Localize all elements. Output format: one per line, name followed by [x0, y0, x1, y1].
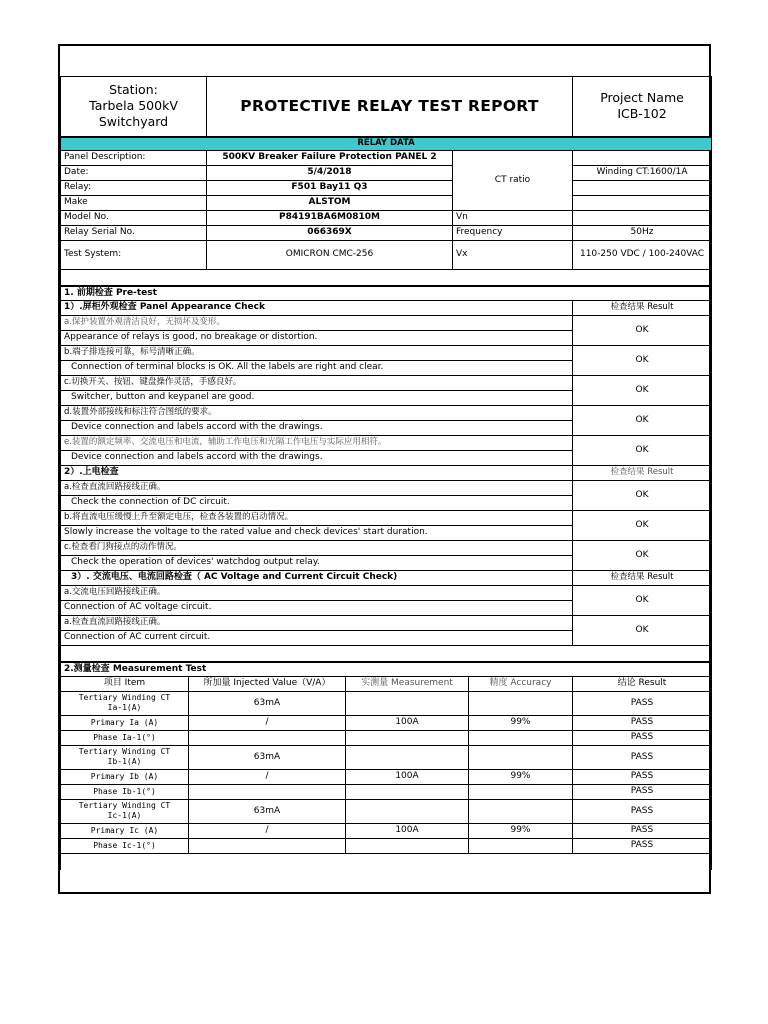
date-value: 5/4/2018 — [207, 165, 453, 180]
result-header: 检查结果 Result — [573, 465, 712, 480]
measurement-result: PASS — [573, 784, 712, 799]
measurement-value — [346, 745, 469, 769]
check-result: OK — [573, 585, 712, 615]
measurement-injected: 63mA — [189, 745, 346, 769]
measurement-injected — [189, 730, 346, 745]
check-result: OK — [573, 315, 712, 345]
measurement-result: PASS — [573, 769, 712, 784]
frequency-value: 50Hz — [573, 225, 712, 240]
measurement-accuracy: 99% — [469, 769, 573, 784]
measurement-item-line1: Primary Ic (A) — [90, 825, 159, 835]
column-header-injected: 所加量 Injected Value（V/A） — [189, 676, 346, 691]
column-header-item: 项目 Item — [61, 676, 189, 691]
check-result: OK — [573, 435, 712, 465]
relay-data-table — [60, 137, 712, 286]
spacer-row — [61, 853, 712, 870]
check-item-en: Slowly increase the voltage to the rated value and check devices' start duration. — [61, 525, 573, 540]
check-result: OK — [573, 375, 712, 405]
column-header-accuracy: 精度 Accuracy — [469, 676, 573, 691]
measurement-rows — [61, 691, 712, 853]
measurement-result: PASS — [573, 799, 712, 823]
measurement-injected — [189, 784, 346, 799]
vn-value — [573, 210, 712, 225]
winding-ct-value: Winding CT:1600/1A — [573, 165, 712, 180]
measurement-item-line2: Ic-1(A) — [107, 811, 142, 820]
measurement-injected — [189, 838, 346, 853]
spacer-row — [61, 645, 712, 661]
measurement-item-line1: Primary Ib (A) — [90, 771, 159, 781]
panel-description-label: Panel Description: — [61, 150, 207, 165]
relay-data-title: RELAY DATA — [61, 137, 712, 150]
measurement-item-line1: Tertiary Winding CT — [78, 747, 171, 756]
measurement-item-line2: Ib-1(A) — [107, 757, 142, 766]
blank-cell — [573, 150, 712, 165]
measurement-value — [346, 784, 469, 799]
project-name: ICB-102 — [617, 106, 667, 121]
test-system-label: Test System: — [61, 240, 207, 269]
table-row — [61, 823, 712, 838]
station-cell — [61, 76, 207, 136]
check-item-en: Check the operation of devices' watchdog output relay. — [61, 555, 573, 570]
vx-label: Vx — [453, 240, 573, 269]
measurement-accuracy — [469, 838, 573, 853]
measurement-result: PASS — [573, 823, 712, 838]
measurement-item — [61, 691, 189, 715]
model-no-value: P84191BA6M0810M — [207, 210, 453, 225]
model-no-label: Model No. — [61, 210, 207, 225]
measurement-result: PASS — [573, 730, 712, 745]
measurement-item — [61, 730, 189, 745]
measurement-item — [61, 745, 189, 769]
check-item-cn: c.切换开关、按钮、键盘操作灵活，手感良好。 — [61, 375, 573, 390]
relay-label: Relay: — [61, 180, 207, 195]
check-item-en: Connection of terminal blocks is OK. All the labels are right and clear. — [61, 360, 573, 375]
check-item-en: Check the connection of DC circuit. — [61, 495, 573, 510]
measurement-accuracy — [469, 691, 573, 715]
check-item-cn: b.将直流电压缓慢上升至额定电压，检查各装置的启动情况。 — [61, 510, 573, 525]
result-header: 检查结果 Result — [573, 300, 712, 315]
measurement-item-line2: Ia-1(A) — [107, 703, 142, 712]
project-cell — [573, 76, 712, 136]
blank-cell — [573, 195, 712, 210]
check-item-cn: c.检查看门狗接点的动作情况。 — [61, 540, 573, 555]
measurement-injected: / — [189, 715, 346, 730]
pretest-title: 1. 前期检查 Pre-test — [61, 286, 712, 300]
vn-label: Vn — [453, 210, 573, 225]
panel-appearance-title: 1）.屏柜外观检查 Panel Appearance Check — [61, 300, 573, 315]
report-title: PROTECTIVE RELAY TEST REPORT — [207, 76, 573, 136]
table-row — [61, 799, 712, 823]
measurement-value — [346, 799, 469, 823]
column-header-measurement: 实测量 Measurement — [346, 676, 469, 691]
check-item-en: Device connection and labels accord with the drawings. — [61, 450, 573, 465]
vx-value: 110-250 VDC / 100-240VAC — [573, 240, 712, 269]
measurement-result: PASS — [573, 838, 712, 853]
measurement-accuracy — [469, 799, 573, 823]
measurement-table — [60, 662, 712, 871]
check-result: OK — [573, 345, 712, 375]
check-result: OK — [573, 615, 712, 645]
measurement-value: 100A — [346, 715, 469, 730]
measurement-accuracy — [469, 730, 573, 745]
check-item-cn: a.交流电压回路接线正确。 — [61, 585, 573, 600]
check-item-cn: a.保护装置外观清洁良好，无损坏及变形。 — [61, 315, 573, 330]
measurement-value — [346, 730, 469, 745]
station-name: Tarbela 500kV — [89, 98, 178, 113]
check-result: OK — [573, 540, 712, 570]
check-item-en: Connection of AC voltage circuit. — [61, 600, 573, 615]
measurement-value — [346, 691, 469, 715]
measurement-injected: / — [189, 823, 346, 838]
station-yard: Switchyard — [98, 114, 169, 129]
check-item-en: Device connection and labels accord with the drawings. — [61, 420, 573, 435]
check-result: OK — [573, 405, 712, 435]
table-row — [61, 838, 712, 853]
power-on-title: 2）.上电检查 — [61, 465, 573, 480]
measurement-value — [346, 838, 469, 853]
serial-no-value: 066369X — [207, 225, 453, 240]
column-header-result: 结论 Result — [573, 676, 712, 691]
check-item-en: Switcher, button and keypanel are good. — [61, 390, 573, 405]
measurement-item — [61, 823, 189, 838]
check-item-cn: a.检查直流回路接线正确。 — [61, 480, 573, 495]
measurement-title: 2.测量检查 Measurement Test — [61, 662, 712, 676]
report-header — [60, 46, 712, 137]
serial-no-label: Relay Serial No. — [61, 225, 207, 240]
panel-description-value: 500KV Breaker Failure Protection PANEL 2 — [207, 150, 453, 165]
measurement-item-line1: Phase Ic-1(°) — [93, 840, 156, 850]
measurement-item — [61, 769, 189, 784]
check-item-en: Appearance of relays is good, no breakage or distortion. — [61, 330, 573, 345]
make-value: ALSTOM — [207, 195, 453, 210]
make-label: Make — [61, 195, 207, 210]
blank-cell — [573, 180, 712, 195]
measurement-value: 100A — [346, 769, 469, 784]
check-item-cn: d.装置外部接线和标注符合图纸的要求。 — [61, 405, 573, 420]
measurement-injected: 63mA — [189, 691, 346, 715]
measurement-item — [61, 784, 189, 799]
station-label: Station: — [109, 82, 158, 97]
table-row — [61, 784, 712, 799]
measurement-value: 100A — [346, 823, 469, 838]
ac-circuit-title: 3）. 交流电压、电流回路检查（ AC Voltage and Current Circuit Check) — [61, 570, 573, 585]
check-result: OK — [573, 510, 712, 540]
measurement-injected: / — [189, 769, 346, 784]
test-system-value: OMICRON CMC-256 — [207, 240, 453, 269]
measurement-injected: 63mA — [189, 799, 346, 823]
check-item-cn: e.装置的额定频率、交流电压和电流，辅助工作电压和光隔工作电压与实际应用相符。 — [61, 435, 573, 450]
check-result: OK — [573, 480, 712, 510]
check-item-cn: b.端子排连接可靠，标号清晰正确。 — [61, 345, 573, 360]
table-row — [61, 769, 712, 784]
measurement-result: PASS — [573, 745, 712, 769]
spacer-row — [61, 269, 712, 285]
relay-value: F501 Bay11 Q3 — [207, 180, 453, 195]
report-sheet — [58, 44, 711, 894]
measurement-item-line1: Phase Ib-1(°) — [93, 786, 156, 796]
project-label: Project Name — [600, 90, 684, 105]
measurement-item-line1: Primary Ia (A) — [90, 717, 159, 727]
measurement-item — [61, 838, 189, 853]
measurement-result: PASS — [573, 715, 712, 730]
measurement-accuracy — [469, 745, 573, 769]
measurement-accuracy: 99% — [469, 823, 573, 838]
table-row — [61, 730, 712, 745]
check-item-en: Connection of AC current circuit. — [61, 630, 573, 645]
table-row — [61, 691, 712, 715]
measurement-item — [61, 799, 189, 823]
measurement-item-line1: Tertiary Winding CT — [78, 801, 171, 810]
table-row — [61, 715, 712, 730]
measurement-item — [61, 715, 189, 730]
measurement-accuracy: 99% — [469, 715, 573, 730]
table-row — [61, 745, 712, 769]
measurement-item-line1: Tertiary Winding CT — [78, 693, 171, 702]
date-label: Date: — [61, 165, 207, 180]
frequency-label: Frequency — [453, 225, 573, 240]
pretest-table — [60, 286, 712, 662]
result-header: 检查结果 Result — [573, 570, 712, 585]
ct-ratio-label: CT ratio — [453, 150, 573, 210]
top-blank-row — [61, 46, 712, 76]
measurement-item-line1: Phase Ia-1(°) — [93, 732, 156, 742]
measurement-accuracy — [469, 784, 573, 799]
measurement-result: PASS — [573, 691, 712, 715]
check-item-cn: a.检查直流回路接线正确。 — [61, 615, 573, 630]
